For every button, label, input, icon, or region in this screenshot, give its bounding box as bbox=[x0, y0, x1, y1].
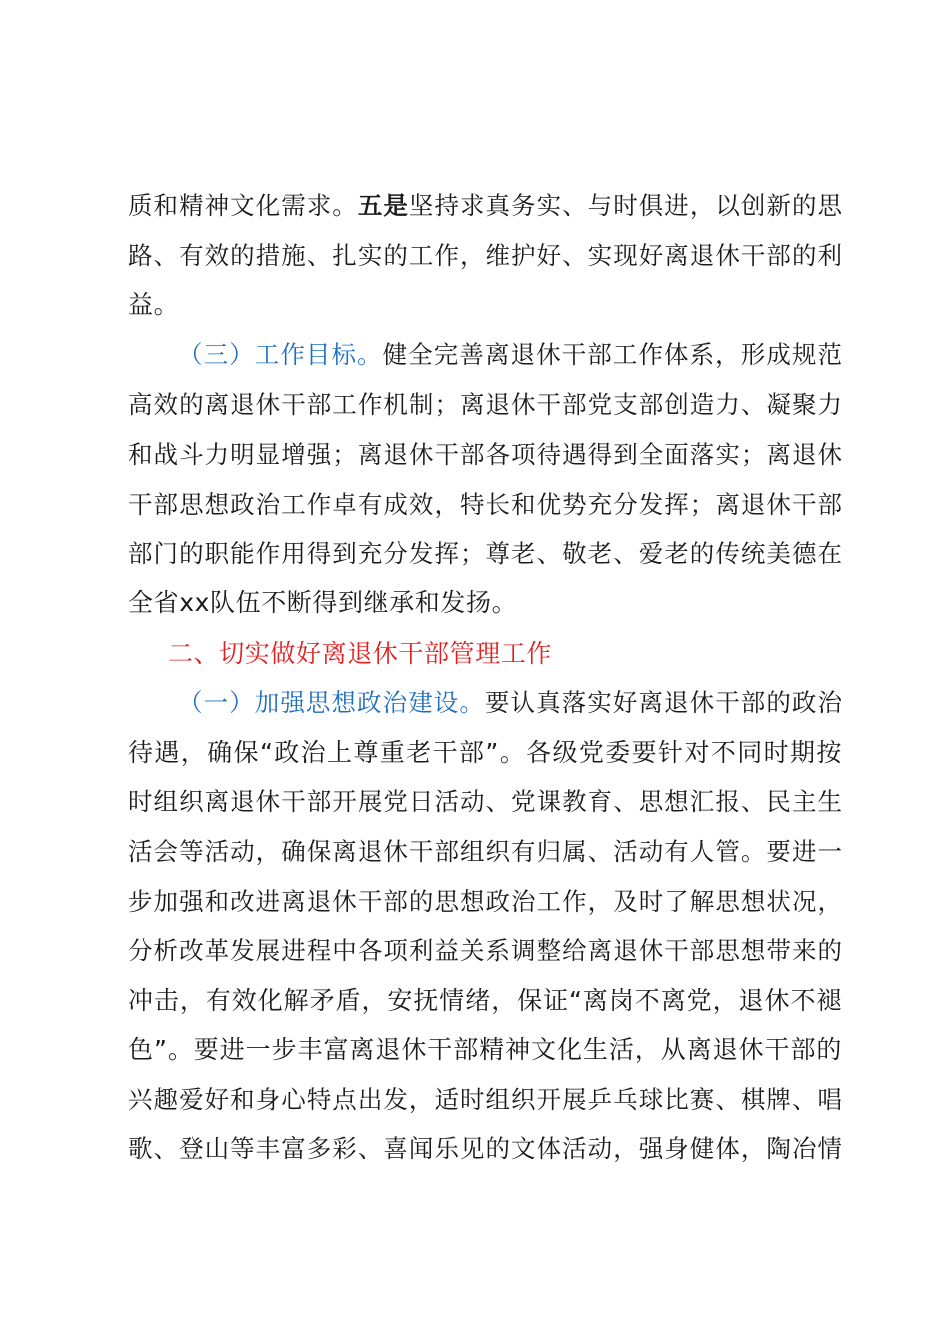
paragraph-line: 待遇，确保“政治上尊重老干部”。各级党委要针对不同时期按 bbox=[128, 738, 842, 767]
section-heading: 二、切实做好离退休干部管理工作 bbox=[168, 639, 553, 668]
paragraph-line: 干部思想政治工作卓有成效，特长和优势充分发挥；离退休干部 bbox=[128, 490, 842, 519]
paragraph-line bbox=[128, 181, 842, 231]
paragraph-line: 色”。要进一步丰富离退休干部精神文化生活，从离退休干部的 bbox=[128, 1035, 842, 1064]
paragraph-line: 歌、登山等丰富多彩、喜闻乐见的文体活动，强身健体，陶冶情 bbox=[128, 1134, 842, 1163]
text-run: 质和精神文化需求。 bbox=[128, 191, 358, 220]
text-run: 要认真落实好离退休干部的政治 bbox=[484, 688, 843, 717]
bold-keyword: 五是 bbox=[357, 191, 409, 220]
paragraph-line: 全省xx队伍不断得到继承和发扬。 bbox=[128, 588, 518, 617]
paragraph-line: 部门的职能作用得到充分发挥；尊老、敬老、爱老的传统美德在 bbox=[128, 539, 842, 568]
text-run: 坚持求真务实、与时俱进，以创新的思 bbox=[408, 191, 843, 220]
paragraph-line: 冲击，有效化解矛盾，安抚情绪，保证“离岗不离党，退休不褪 bbox=[128, 986, 842, 1015]
subsection-heading: （三）工作目标。 bbox=[178, 340, 383, 369]
paragraph-line: 和战斗力明显增强；离退休干部各项待遇得到全面落实；离退休 bbox=[128, 440, 842, 469]
paragraph-line: 分析改革发展进程中各项利益关系调整给离退休干部思想带来的 bbox=[128, 936, 842, 965]
paragraph-line: 路、有效的措施、扎实的工作，维护好、实现好离退休干部的利 bbox=[128, 241, 842, 270]
paragraph-line bbox=[178, 330, 842, 380]
paragraph-line: 兴趣爱好和身心特点出发，适时组织开展乒乓球比赛、棋牌、唱 bbox=[128, 1085, 842, 1114]
paragraph-line: 高效的离退休干部工作机制；离退休干部党支部创造力、凝聚力 bbox=[128, 390, 842, 419]
subsection-heading: （一）加强思想政治建设。 bbox=[178, 688, 485, 717]
text-run: 健全完善离退休干部工作体系，形成规范 bbox=[382, 340, 842, 369]
paragraph-line: 时组织离退休干部开展党日活动、党课教育、思想汇报、民主生 bbox=[128, 787, 842, 816]
paragraph-line: 益。 bbox=[128, 290, 180, 319]
paragraph-line bbox=[178, 678, 842, 728]
paragraph-line: 活会等活动，确保离退休干部组织有归属、活动有人管。要进一 bbox=[128, 837, 842, 866]
paragraph-line: 步加强和改进离退休干部的思想政治工作，及时了解思想状况， bbox=[128, 887, 842, 916]
